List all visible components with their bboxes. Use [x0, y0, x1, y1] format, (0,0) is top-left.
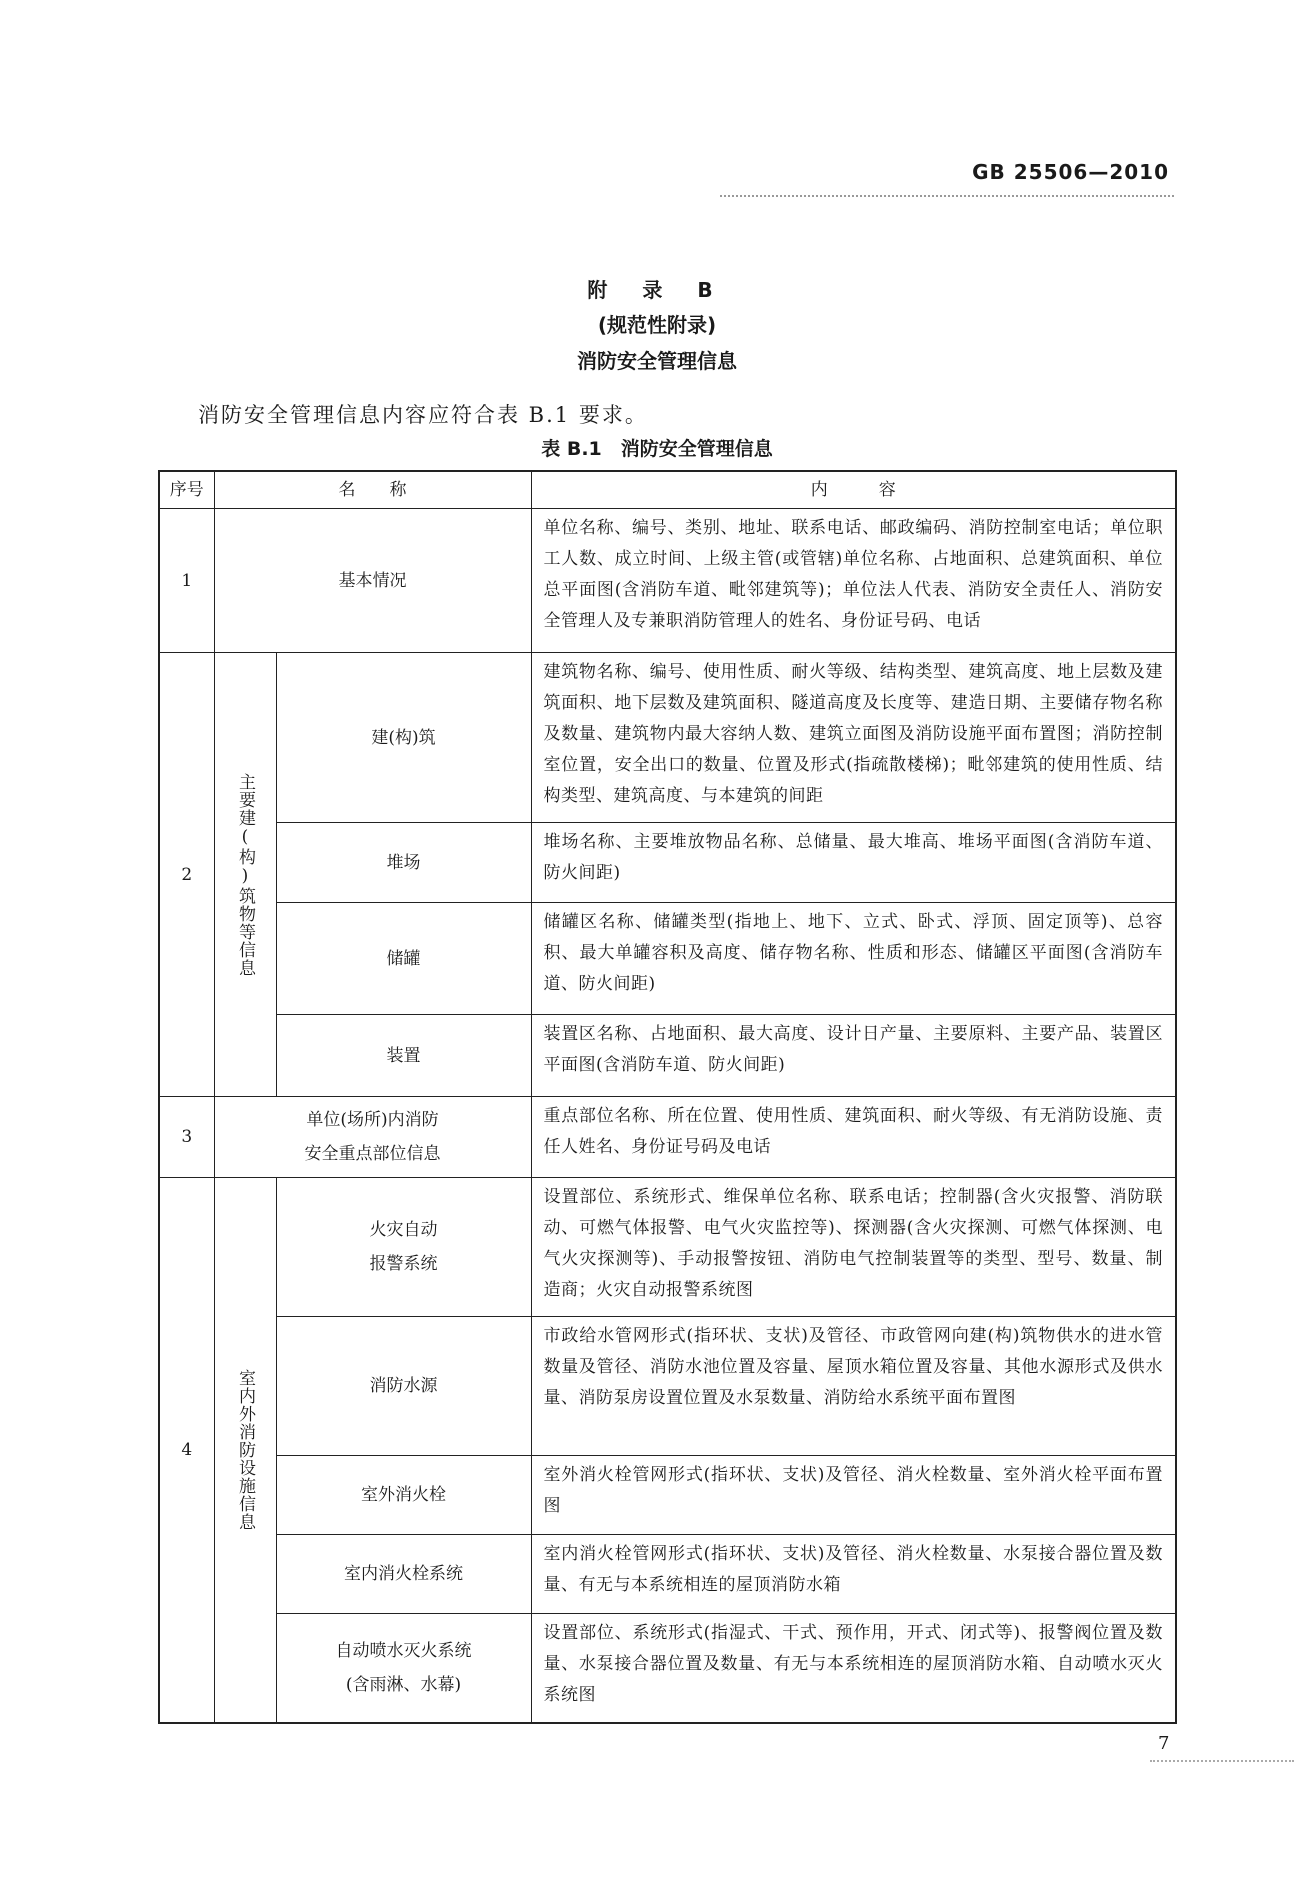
table-row: [159, 1535, 1176, 1614]
row-name-line1: 火灾自动: [369, 1220, 438, 1240]
footer-rule: [1150, 1760, 1294, 1762]
annex-note: (规范性附录): [597, 313, 717, 337]
header-name: 名 称: [214, 471, 531, 509]
annex-heading: 消防安全管理信息: [577, 349, 737, 373]
row-name: [276, 1614, 531, 1724]
table-row: [159, 1178, 1176, 1317]
table-row: [159, 1317, 1176, 1456]
table-row: [159, 653, 1176, 823]
row-content: 储罐区名称、储罐类型(指地上、地下、立式、卧式、浮顶、固定顶等)、总容积、最大单罐容积及高度、储存物名称、性质和形态、储罐区平面图(含消防车道、防火间距): [531, 903, 1176, 1015]
row-name-line2: 报警系统: [369, 1254, 438, 1274]
group-label-cell: [214, 653, 276, 1097]
table-caption: 表 B.1 消防安全管理信息: [541, 438, 773, 460]
annex-title: 附 录 B: [587, 278, 727, 302]
fire-safety-info-table: [158, 470, 1177, 1724]
row-content: 装置区名称、占地面积、最大高度、设计日产量、主要原料、主要产品、装置区平面图(含消防车道、防火间距): [531, 1015, 1176, 1097]
row-seq: 2: [159, 653, 214, 1097]
row-name: [276, 1178, 531, 1317]
row-name: 装置: [276, 1015, 531, 1097]
table-row: [159, 903, 1176, 1015]
row-name-line1: 单位(场所)内消防: [306, 1110, 439, 1130]
row-seq: 1: [159, 509, 214, 653]
standard-code: GB 25506—2010: [972, 160, 1169, 184]
page-number: 7: [1158, 1733, 1170, 1754]
row-content: 设置部位、系统形式、维保单位名称、联系电话；控制器(含火灾报警、消防联动、可燃气体报警、电气火灾监控等)、探测器(含火灾探测、可燃气体探测、电气火灾探测等)、手动报警按钮、消防电气控制装置等的类型、型号、数量、制造商；火灾自动报警系统图: [531, 1178, 1176, 1317]
row-content: 单位名称、编号、类别、地址、联系电话、邮政编码、消防控制室电话；单位职工人数、成立时间、上级主管(或管辖)单位名称、占地面积、总建筑面积、单位总平面图(含消防车道、毗邻建筑等)；单位法人代表、消防安全责任人、消防安全管理人及专兼职消防管理人的姓名、身份证号码、电话: [531, 509, 1176, 653]
row-content: 建筑物名称、编号、使用性质、耐火等级、结构类型、建筑高度、地上层数及建筑面积、地下层数及建筑面积、隧道高度及长度等、建造日期、主要储存物名称及数量、建筑物内最大容纳人数、建筑立面图及消防设施平面布置图；消防控制室位置，安全出口的数量、位置及形式(指疏散楼梯)；毗邻建筑的使用性质、结构类型、建筑高度、与本建筑的间距: [531, 653, 1176, 823]
intro-paragraph: 消防安全管理信息内容应符合表 B.1 要求。: [198, 403, 648, 427]
table-header-row: [159, 471, 1176, 509]
row-content: 重点部位名称、所在位置、使用性质、建筑面积、耐火等级、有无消防设施、责任人姓名、身份证号码及电话: [531, 1097, 1176, 1178]
row-name-line1: 室内消火栓系统: [344, 1564, 463, 1584]
row-name: 堆场: [276, 823, 531, 903]
row-name-line2: 安全重点部位信息: [304, 1144, 441, 1164]
row-content: 市政给水管网形式(指环状、支状)及管径、市政管网向建(构)筑物供水的进水管数量及管径、消防水池位置及容量、屋顶水箱位置及容量、其他水源形式及供水量、消防泵房设置位置及水泵数量、消防给水系统平面布置图: [531, 1317, 1176, 1456]
row-content: 室内消火栓管网形式(指环状、支状)及管径、消火栓数量、水泵接合器位置及数量、有无与本系统相连的屋顶消防水箱: [531, 1535, 1176, 1614]
row-name-line1: 室外消火栓: [361, 1485, 446, 1505]
table-row: [159, 1097, 1176, 1178]
row-seq: 4: [159, 1178, 214, 1724]
row-seq: 3: [159, 1097, 214, 1178]
row-content: 堆场名称、主要堆放物品名称、总储量、最大堆高、堆场平面图(含消防车道、防火间距): [531, 823, 1176, 903]
row-content: 室外消火栓管网形式(指环状、支状)及管径、消火栓数量、室外消火栓平面布置图: [531, 1456, 1176, 1535]
table-row: [159, 1456, 1176, 1535]
group-label: 主要建(构)筑物等信息: [235, 772, 255, 977]
table-row: [159, 1614, 1176, 1724]
row-name: 基本情况: [214, 509, 531, 653]
header-seq: 序号: [159, 471, 214, 509]
row-name: 建(构)筑: [276, 653, 531, 823]
table-row: [159, 509, 1176, 653]
row-name-line2: (含雨淋、水幕): [345, 1675, 462, 1695]
header-rule: [720, 195, 1174, 197]
row-name: [276, 1317, 531, 1456]
row-name: [276, 1535, 531, 1614]
row-name-line1: 自动喷水灭火系统: [335, 1641, 472, 1661]
group-label: 室内外消防设施信息: [235, 1369, 255, 1531]
row-name-line1: 消防水源: [369, 1376, 438, 1396]
table-row: [159, 1015, 1176, 1097]
row-name: [276, 1456, 531, 1535]
group-label-cell: [214, 1178, 276, 1724]
table-row: [159, 823, 1176, 903]
row-name: [214, 1097, 531, 1178]
row-name: 储罐: [276, 903, 531, 1015]
header-content: 内 容: [531, 471, 1176, 509]
row-content: 设置部位、系统形式(指湿式、干式、预作用，开式、闭式等)、报警阀位置及数量、水泵接合器位置及数量、有无与本系统相连的屋顶消防水箱、自动喷水灭火系统图: [531, 1614, 1176, 1724]
